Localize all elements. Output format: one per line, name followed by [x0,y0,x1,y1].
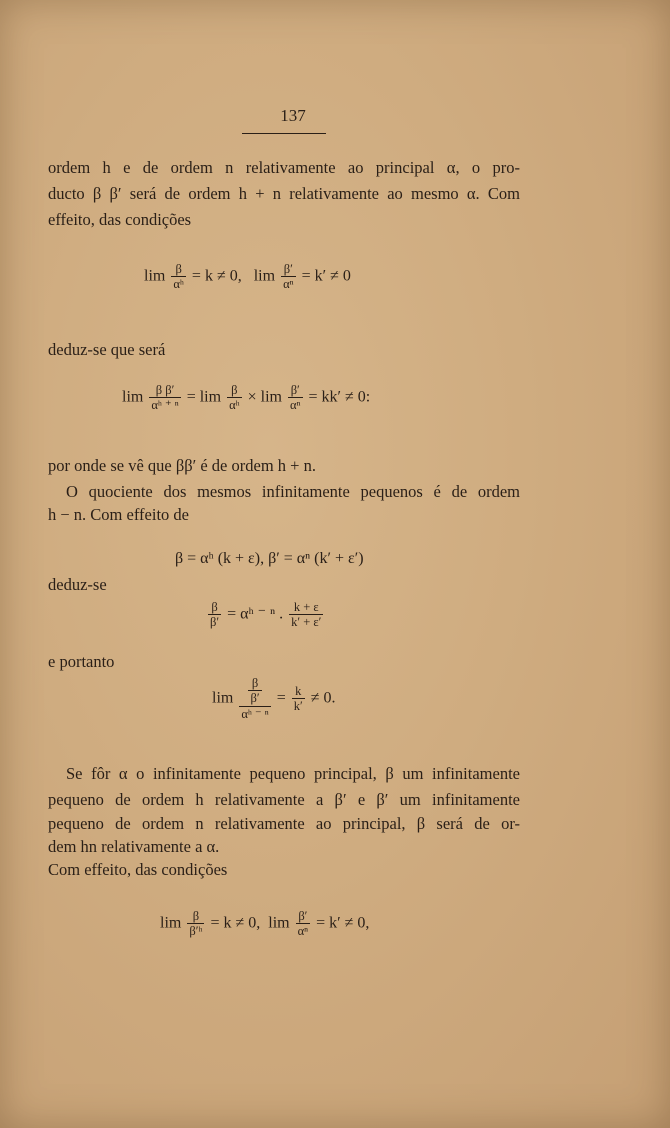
page-number: 137 [280,106,306,125]
text-line: pequeno de ordem n relativamente ao principal, β será de or- [48,814,520,833]
fraction-numerator: β′ [281,262,296,277]
equation-quotient-limit: lim $\frac{\frac{\beta}{\beta'}}{\text{αʰ ⁻ ⁿ}}$ = $\frac{k}{k'}$ ≠ 0. [212,676,336,721]
text-line: Com effeito, das condições [48,860,228,879]
text-line: e portanto [48,652,115,671]
header-rule [242,133,326,134]
text-line: h − n. Com effeito de [48,505,189,524]
fraction-numerator: β [171,262,186,277]
text-line: ducto β β′ será de ordem h + n relativamente ao mesmo α. Com [48,184,520,203]
equation-product-limit: lim $\frac{\text{β β′}}{\text{αʰ ⁺ ⁿ}}$ = lim $\frac{\beta}{\text{αʰ}}$ × lim $\frac{\beta'}{\text{αⁿ}}$ = kk′ ≠ 0: [122,383,371,413]
fraction-denominator: αʰ [173,277,184,292]
fraction-denominator: αⁿ [283,277,294,292]
equation-definitions: β = αʰ (k + ε), β′ = αⁿ (k′ + ε′) [175,550,364,567]
text-line: por onde se vê que ββ′ é de ordem h + n. [48,456,316,475]
text-line: ordem h e de ordem n relativamente ao principal α, o pro- [48,158,520,177]
text-line: pequeno de ordem h relativamente a β′ e β′ um infinitamente [48,790,520,809]
equation-quotient: $\frac{\beta}{\beta'}$ = αʰ ⁻ ⁿ . $\frac{k + \varepsilon}{k' + \varepsilon'}$ [210,600,322,630]
text-line: Se fôr α o infinitamente pequeno principal, β um infinitamente [66,764,520,783]
text-line: effeito, das condições [48,210,192,229]
equation-limits-1: lim $\frac{\beta}{\text{αʰ}}$ = k ≠ 0, lim $\frac{\beta'}{\text{αⁿ}}$ = k′ ≠ 0 [144,262,351,292]
text-line: O quociente dos mesmos infinitamente pequenos é de ordem [66,482,520,501]
text-line: deduz-se que será [48,340,166,359]
equation-limits-2: lim $\frac{\beta}{\text{β′ʰ}}$ = k ≠ 0, lim $\frac{\beta'}{\text{αⁿ}}$ = k′ ≠ 0, [160,909,370,939]
text-line: dem hn relativamente a α. [48,837,220,856]
text-line: deduz-se [48,575,107,594]
